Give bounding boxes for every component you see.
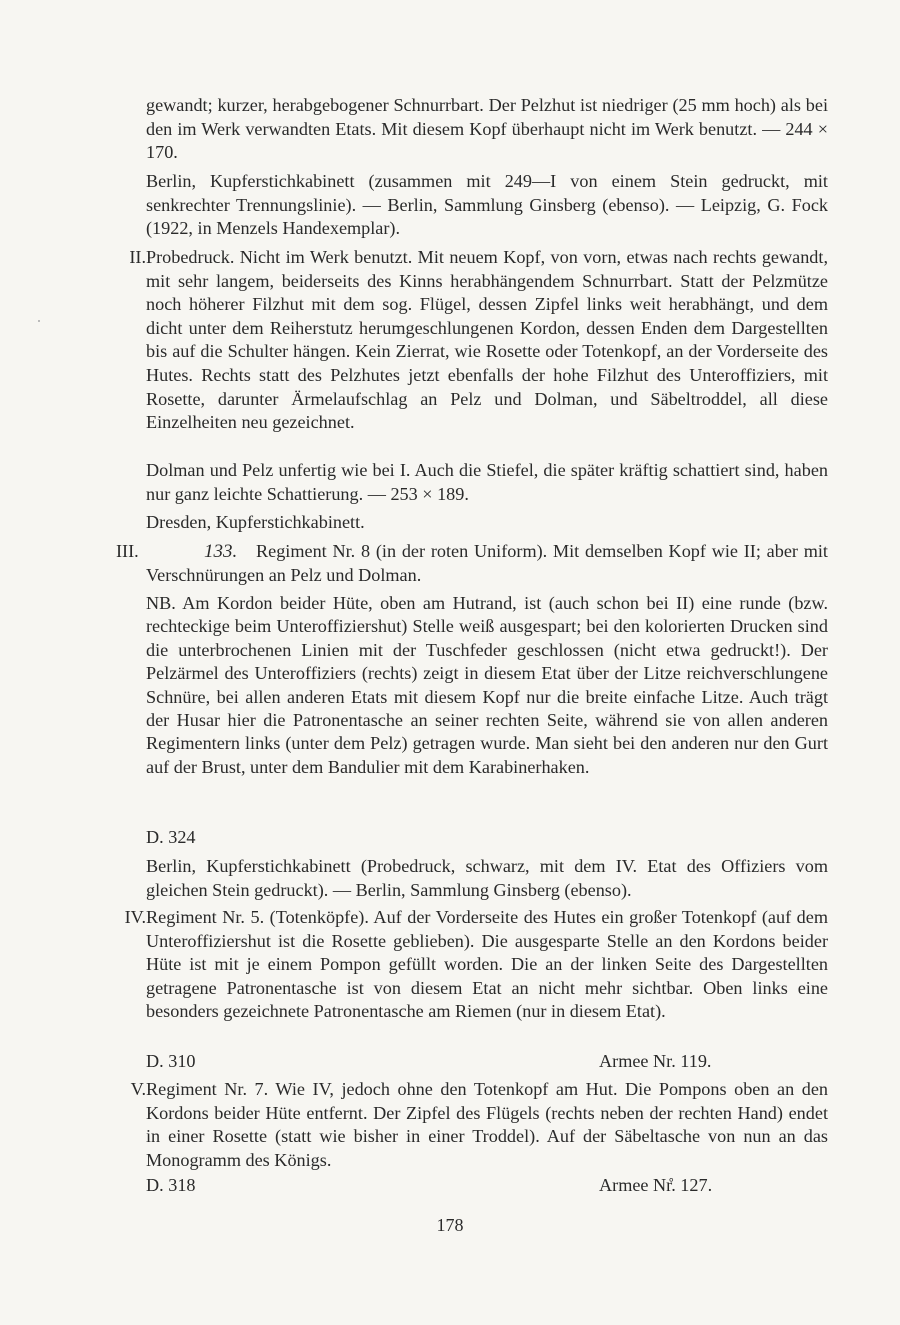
reference-d310: D. 310 [146, 1051, 196, 1071]
plate-number-133: 133. [204, 541, 238, 562]
state-v-marker: V. [130, 1079, 146, 1099]
paragraph-iii-locations: Berlin, Kupferstichkabinett (Probedruck, schwarz, mit dem IV. Etat des Offiziers vom gleichen Stein gedruckt). — Berlin, Sammlung Ginsberg (ebenso). [146, 856, 828, 900]
paragraph-i-continued: gewandt; kurzer, herabgebogener Schnurrbart. Der Pelzhut ist niedriger (25 mm hoch) als bei den im Werk verwandten Etats. Mit diesem Kopf überhaupt nicht im Werk benutzt. — 244 × 170. [146, 95, 828, 163]
paragraph-ii-location: Dresden, Kupferstichkabinett. [146, 512, 365, 532]
margin-speck [38, 320, 40, 322]
reference-d324: D. 324 [146, 827, 196, 847]
paragraph-ii: Probedruck. Nicht im Werk benutzt. Mit neuem Kopf, von vorn, etwas nach rechts gewandt, mit sehr langem, beiderseits des Kinns herabhängendem Schnurrbart. Statt der Pelzmütze noch höherer Filzhut mit dem sog. Flügel, dessen Zipfel links weit herabhängt, und dem dicht unter dem Reiherstutz herumgeschlungenen Kordon, dessen Enden dem Dargestellten bis auf die Schulter hängen. Kein Zierrat, wie Rosette oder Totenkopf, an der Vorderseite des Hutes. Rechts statt des Pelzhutes jetzt ebenfalls der hohe Filzhut des Unteroffiziers, mit Rosette, darunter Ärmelaufschlag an Pelz und Dolman, und Säbeltroddel, all diese Einzelheiten neu gezeichnet. [146, 247, 828, 433]
reference-d318: D. 318 [146, 1175, 196, 1195]
paragraph-v: Regiment Nr. 7. Wie IV, jedoch ohne den Totenkopf am Hut. Die Pompons oben an den Kordons beider Hüte entfernt. Der Zipfel des Flügels (rechts neben der rechten Hand) endet in einer Rosette (statt wie bisher in einer Troddel). Auf der Säbeltasche von nun an das Monogramm des Königs. [146, 1079, 828, 1170]
paragraph-iii: Regiment Nr. 8 (in der roten Uniform). Mit demselben Kopf wie II; aber mit Verschnürungen an Pelz und Dolman. [146, 541, 828, 585]
paragraph-i-locations: Berlin, Kupferstichkabinett (zusammen mit 249—I von einem Stein gedruckt, mit senkrechter Trennungslinie). — Berlin, Sammlung Ginsberg (ebenso). — Leipzig, G. Fock (1922, in Menzels Handexemplar). [146, 171, 828, 239]
reference-row-v [146, 1174, 766, 1198]
paragraph-ii-note: Dolman und Pelz unfertig wie bei I. Auch die Stiefel, die später kräftig schattiert sind, haben nur ganz leichte Schattierung. — 253 × 189. [146, 460, 828, 504]
armee-reference-127: Armee Nr̊. 127. [599, 1175, 713, 1195]
state-iv-marker: IV. [124, 907, 146, 927]
page-number: 178 [436, 1215, 464, 1235]
state-iii-marker: III. [116, 541, 139, 561]
paragraph-nb: NB. Am Kordon beider Hüte, oben am Hutrand, ist (auch schon bei II) eine runde (bzw. rechteckige beim Unteroffiziershut) Stelle weiß ausgespart; bei den kolorierten Drucken sind die unterbrochenen Linien mit der Tuschfeder geschlossen (nicht etwa gedruckt!). Der Pelzärmel des Unteroffiziers (rechts) zeigt in diesem Etat über der Litze reichverschlungene Schnüre, bei allen anderen Etats mit diesem Kopf nur die breite einfache Litze. Auch trägt der Husar hier die Patronentasche an seiner rechten Seite, während sie von allen anderen Regimentern links (unter dem Pelz) getragen wurde. Man sieht bei den anderen nur den Gurt auf der Brust, unter dem Bandulier mit dem Karabinerhaken. [146, 593, 828, 777]
reference-row-iv [146, 1050, 766, 1074]
paragraph-iv: Regiment Nr. 5. (Totenköpfe). Auf der Vorderseite des Hutes ein großer Totenkopf (auf dem Unteroffiziershut ist die Rosette geblieben). Die ausgesparte Stelle an den Kordons beider Hüte ist mit je einem Pompon gefüllt worden. Die an der linken Seite des Dargestellten getragene Patronentasche ist von diesem Etat an nicht mehr sichtbar. Oben links eine besonders gezeichnete Patronentasche am Riemen (nur in diesem Etat). [146, 907, 828, 1022]
armee-reference-119: Armee Nr. 119. [599, 1051, 712, 1071]
state-ii-marker: II. [129, 247, 146, 267]
